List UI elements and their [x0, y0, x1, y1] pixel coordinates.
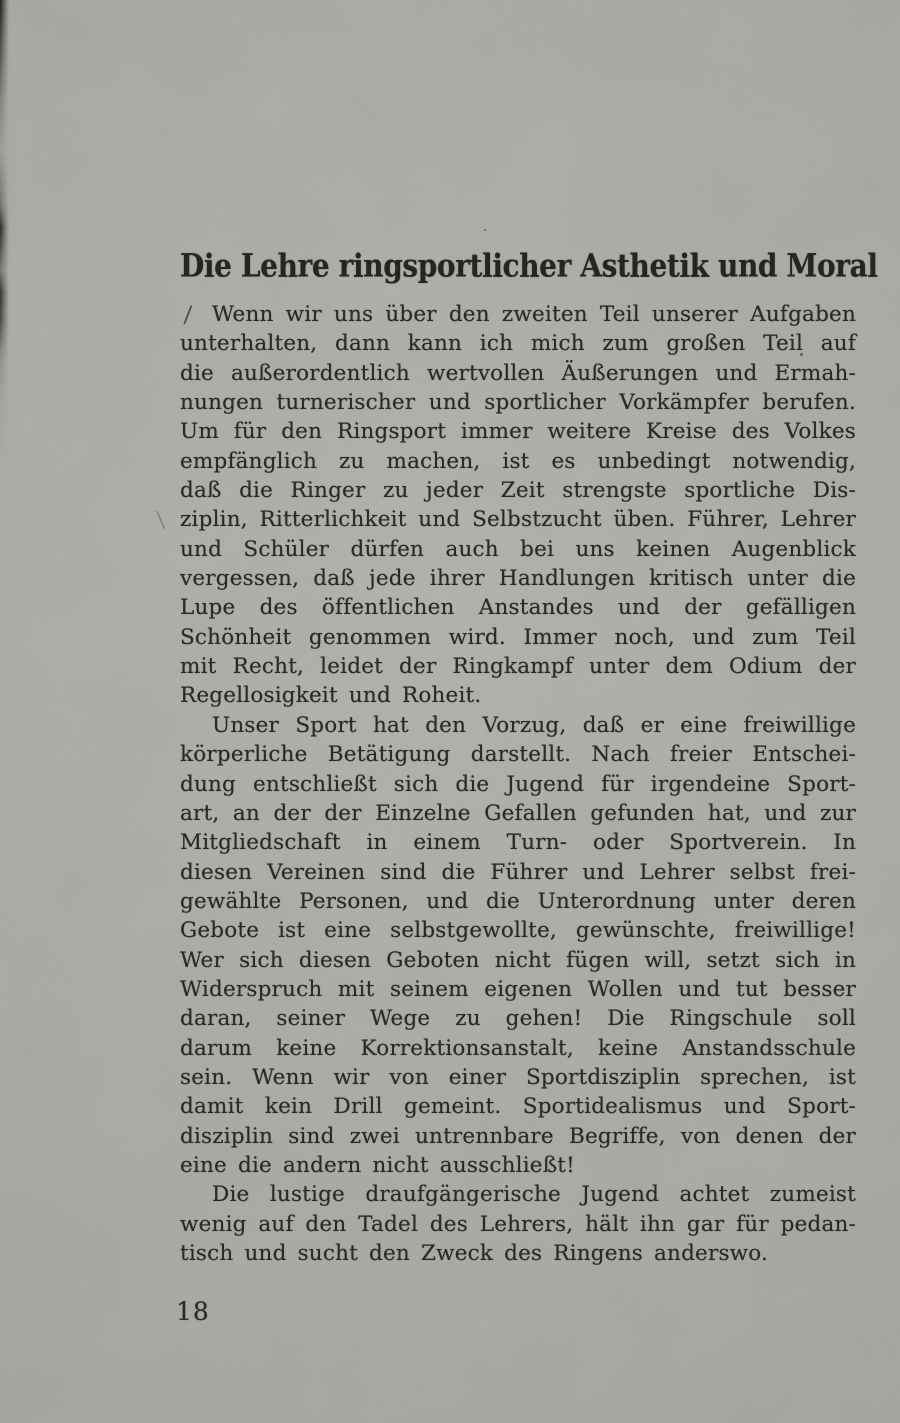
page-number: 18 — [176, 1297, 210, 1326]
text-line: Schönheit genommen wird. Immer noch, und zum Teil — [180, 624, 856, 650]
text-line: Lupe des öffentlichen Anstandes und der gefälligen — [180, 595, 856, 621]
text-line: und Schüler dürfen auch bei uns keinen Augenblick — [180, 536, 856, 562]
text-line: die außerordentlich wertvollen Äußerungen und Ermah- — [180, 360, 856, 386]
text-line: gewählte Personen, und die Unterordnung unter deren — [180, 888, 856, 914]
text-line: eine die andern nicht ausschließt! — [180, 1152, 575, 1178]
text-line: Regellosigkeit und Roheit. — [180, 683, 482, 709]
text-line: sein. Wenn wir von einer Sportdisziplin sprechen, ist — [180, 1064, 856, 1090]
ink-backslash-artifact: \ — [155, 507, 166, 534]
text-line: Gebote ist eine selbstgewollte, gewünschte, freiwillige! — [180, 918, 856, 944]
text-line: Unser Sport hat den Vorzug, daß er eine freiwillige — [212, 712, 856, 738]
text-line: Wer sich diesen Geboten nicht fügen will, setzt sich in — [180, 947, 856, 973]
text-line: unterhalten, dann kann ich mich zum großen Teil auf — [180, 331, 856, 357]
text-line: Widerspruch mit seinem eigenen Wollen und tut besser — [180, 976, 856, 1002]
text-line: körperliche Betätigung darstellt. Nach freier Entschei- — [180, 742, 856, 768]
text-line: empfänglich zu machen, ist es unbedingt notwendig, — [180, 448, 856, 474]
text-line: daran, seiner Wege zu gehen! Die Ringschule soll — [180, 1006, 856, 1032]
text-line: diesen Vereinen sind die Führer und Lehrer selbst frei- — [180, 859, 856, 885]
text-line: daß die Ringer zu jeder Zeit strengste sportliche Dis- — [180, 478, 856, 504]
text-line: darum keine Korrektionsanstalt, keine Anstandsschule — [180, 1035, 856, 1061]
text-line: ziplin, Ritterlichkeit und Selbstzucht üben. Führer, Lehrer — [180, 507, 856, 533]
page-body — [180, 300, 856, 1268]
text-line: Um für den Ringsport immer weitere Kreise des Volkes — [180, 419, 856, 445]
text-line: Die lustige draufgängerische Jugend achtet zumeist — [212, 1182, 856, 1208]
text-line: wenig auf den Tadel des Lehrers, hält ihn gar für pedan- — [180, 1211, 856, 1237]
text-line: mit Recht, leidet der Ringkampf unter dem Odium der — [180, 654, 856, 680]
paragraph — [180, 711, 856, 1181]
text-line: Mitgliedschaft in einem Turn- oder Sportverein. In — [180, 830, 856, 856]
text-line: tisch und sucht den Zweck des Ringens anderswo. — [180, 1241, 769, 1266]
text-line: art, an der der Einzelne Gefallen gefunden hat, und zur — [180, 800, 856, 826]
ink-speck — [484, 229, 486, 231]
text-line: vergessen, daß jede ihrer Handlungen kritisch unter die — [180, 566, 856, 592]
paragraph — [180, 300, 856, 711]
text-line: dung entschließt sich die Jugend für irgendeine Sport- — [180, 771, 856, 797]
paragraph — [180, 1180, 856, 1268]
text-line: disziplin sind zwei untrennbare Begriffe, von denen der — [180, 1123, 856, 1149]
text-line: Wenn wir uns über den zweiten Teil unserer Aufgaben — [212, 302, 856, 327]
ink-slash-artifact: / — [183, 301, 193, 329]
text-line: nungen turnerischer und sportlicher Vorkämpfer berufen. — [180, 390, 856, 416]
text-line: damit kein Drill gemeint. Sportidealismus und Sport- — [180, 1094, 856, 1120]
page-title: Die Lehre ringsportlicher Asthetik und Moral — [180, 246, 878, 285]
